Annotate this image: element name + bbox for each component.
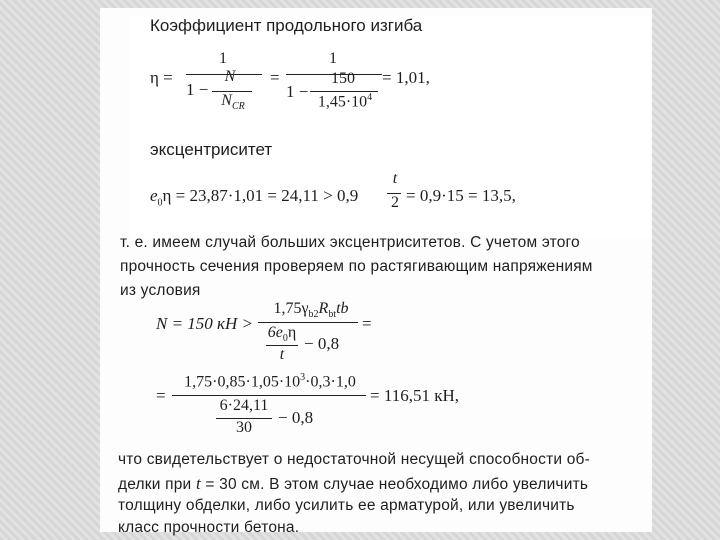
- eq4-den-a: 6·24,11: [219, 397, 269, 414]
- para2-line3: толщину обделки, либо усилить ее арматурой, или увеличить: [118, 497, 575, 514]
- eq2-rhs: = 0,9·15 = 13,5,: [406, 186, 516, 205]
- section-heading: Коэффициент продольного изгиба: [150, 16, 423, 35]
- eq2-frac-den: 2: [391, 194, 399, 211]
- eta-symbol: η =: [150, 68, 173, 87]
- eq4-den-minus: − 0,8: [278, 408, 314, 427]
- eq4-result: = 116,51 кН,: [370, 386, 459, 405]
- eq3-lhs: N = 150 кН >: [156, 314, 254, 333]
- eq3-den-minus: − 0,8: [304, 334, 340, 353]
- eq4-numerator: $1,75\cdot 0,85\cdot 1,05\cdot 10^3\cdot 0,3\cdot 1,0$: [184, 372, 356, 391]
- eq1-den-prefix-2: 1 −: [286, 82, 309, 101]
- para1-line2: прочность сечения проверяем по растягивающим напряжениям: [120, 258, 593, 275]
- scanned-page: [100, 8, 652, 536]
- para2-line4: класс прочности бетона.: [118, 519, 300, 536]
- eq4-den-b: 30: [236, 419, 252, 436]
- eq3-fraction-bar: [258, 322, 358, 323]
- eq1-numerator-2: 1: [329, 50, 337, 67]
- eq3-equals: =: [362, 314, 372, 333]
- para2-line2: делки при t = 30 см. В этом случае необходимо либо увеличить: [118, 474, 589, 493]
- para2-line1: что свидетельствует о недостаточной несущей способности об-: [118, 451, 590, 468]
- para1-line3: из условия: [120, 282, 201, 299]
- eq1-den-prefix-1: 1 −: [186, 80, 209, 99]
- eq3-den-t: t: [279, 346, 285, 363]
- eq3-den-a: $6e_0\eta$: [267, 324, 297, 345]
- eq1-N: N: [224, 68, 236, 85]
- eq3-numerator: $1,75\gamma_{b2}R_{bt}tb$: [273, 300, 349, 321]
- eq2-lhs: $e_0\eta = 23,87\cdot 1,01 = 24,11 > 0,9$: [150, 186, 359, 209]
- eq1-numerator-1: 1: [219, 50, 227, 67]
- eq2-frac-num: t: [392, 170, 398, 187]
- eq4-equals: =: [156, 386, 166, 405]
- eq1-equals: =: [270, 68, 280, 87]
- eq1-Ncr: $N_{CR}$: [221, 92, 245, 113]
- eccentricity-label: эксцентриситет: [150, 140, 273, 159]
- eq1-result: = 1,01,: [382, 68, 430, 87]
- eq1-inner-den: $1,45\cdot 10^4$: [317, 92, 373, 111]
- para1-line1: т. е. имеем случай больших эксцентриситетов. С учетом этого: [120, 234, 580, 251]
- eq1-inner-num: 150: [331, 70, 355, 87]
- eq4-fraction-bar: [172, 395, 366, 396]
